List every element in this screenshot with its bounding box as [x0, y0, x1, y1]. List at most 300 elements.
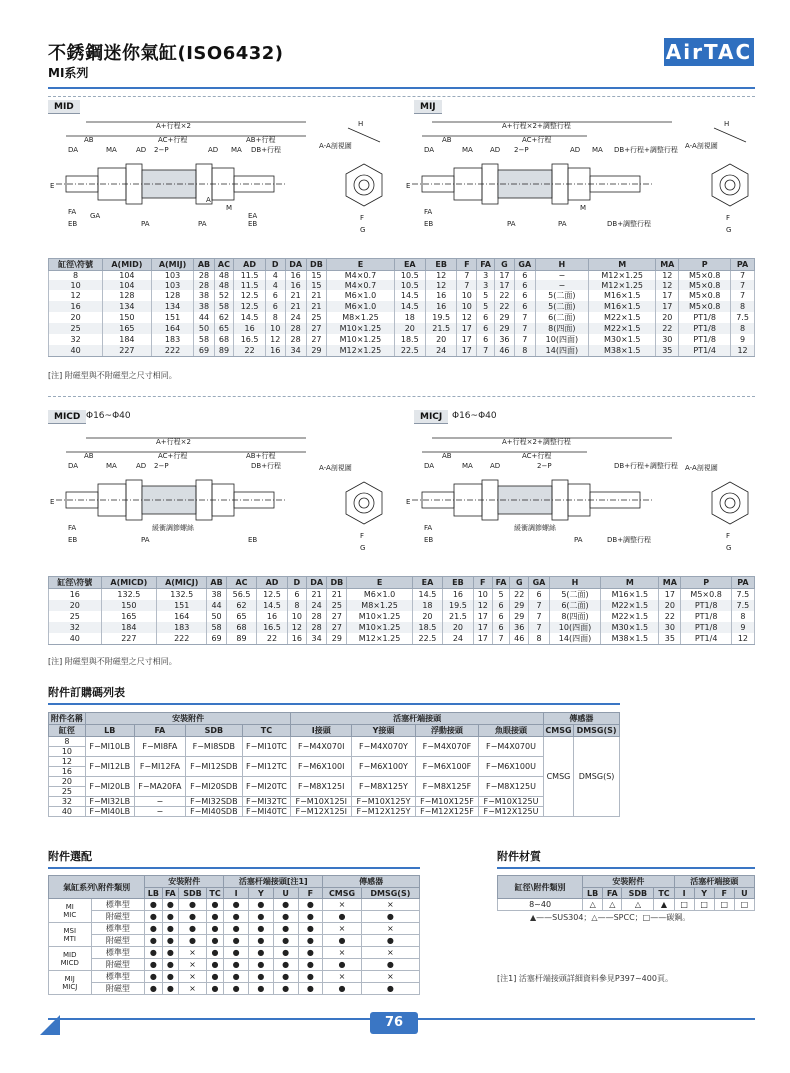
- table-cell: 22: [494, 290, 514, 301]
- code-cell: F−M6X100I: [291, 757, 352, 777]
- table-cell: 28: [285, 323, 306, 334]
- dim-fa: FA: [68, 524, 77, 532]
- col-header: A(MIJ): [151, 259, 194, 271]
- table-row: [49, 271, 755, 281]
- table-cell: 35: [659, 633, 681, 645]
- mark-cell: ×: [323, 971, 362, 983]
- table-cell: 34: [307, 633, 327, 645]
- col-header: LB: [85, 725, 134, 737]
- mark-cell: ●: [323, 935, 362, 947]
- table-cell: 40: [49, 345, 103, 357]
- type-cell: 附磁型: [91, 911, 145, 923]
- dim-abp: AB+行程: [246, 452, 276, 460]
- aa-view-label: A-A剖視圖: [319, 464, 352, 472]
- mark-cell: ●: [361, 983, 419, 995]
- mark-cell: ●: [249, 935, 274, 947]
- col-rod-note: [注1]: [286, 877, 308, 886]
- table-cell: 8: [265, 312, 285, 323]
- table-cell: 20: [656, 312, 679, 323]
- dim-ab-stroke: A+行程×2: [156, 438, 191, 446]
- table-cell: 8: [49, 271, 103, 281]
- mark-cell: ●: [249, 911, 274, 923]
- table-cell: M5×0.8: [679, 271, 731, 281]
- table-cell: 38: [207, 589, 226, 601]
- code-cell: F−MI8FA: [134, 737, 186, 757]
- table-cell: 20: [425, 334, 456, 345]
- code-cell: F−M8X125F: [415, 777, 478, 797]
- table-cell: M5×0.8: [679, 280, 731, 290]
- footnote: [注1] 活塞杆端接頭詳細資料參見P397~400頁。: [497, 974, 673, 983]
- mark-cell: ●: [224, 971, 249, 983]
- dim-ma2: MA: [231, 146, 242, 154]
- mark-cell: ●: [224, 923, 249, 935]
- table-cell: 14(四面): [535, 345, 588, 357]
- series-subtitle: MI系列: [48, 66, 89, 80]
- code-cell: F−M10X125Y: [352, 797, 416, 807]
- table-cell: 21.5: [425, 323, 456, 334]
- mark-cell: ●: [224, 947, 249, 959]
- table-cell: 16: [425, 301, 456, 312]
- order-code-title: 附件訂購碼列表: [48, 684, 620, 705]
- table-cell: 56.5: [226, 589, 256, 601]
- dim-dbk: DB+調整行程: [607, 220, 652, 228]
- table-cell: 19.5: [425, 312, 456, 323]
- bore-cell: 40: [49, 807, 86, 817]
- mark-cell: ×: [323, 923, 362, 935]
- col-header: FA: [162, 888, 179, 899]
- dim-m: M: [226, 204, 233, 212]
- dimension-table-mid-mij: [48, 258, 755, 357]
- mark-cell: ●: [145, 983, 162, 995]
- code-cell: F−M10X125I: [291, 797, 352, 807]
- table-cell: 8(四面): [549, 611, 601, 622]
- type-cell: 附磁型: [91, 983, 145, 995]
- code-cell: F−MI32TC: [242, 797, 291, 807]
- col-header: H: [549, 577, 601, 589]
- dim-pa: PA: [574, 536, 583, 544]
- table-cell: 222: [157, 633, 207, 645]
- table-cell: 6: [492, 611, 509, 622]
- mark-cell: ●: [249, 899, 274, 911]
- col-header: P: [681, 577, 731, 589]
- dim-dbadj: DB+行程+調整行程: [614, 146, 678, 154]
- col-header: AD: [257, 577, 287, 589]
- mark-cell: ●: [179, 935, 207, 947]
- table-cell: 6: [514, 280, 535, 290]
- mark-cell: ●: [273, 911, 298, 923]
- table-cell: 11.5: [234, 280, 265, 290]
- dim-da: DA: [68, 146, 79, 154]
- table-cell: 183: [157, 622, 207, 633]
- mark-cell: ●: [249, 959, 274, 971]
- table-cell: 32: [49, 334, 103, 345]
- material-cell: □: [734, 899, 754, 911]
- aa-view-label: A-A剖視圖: [685, 464, 718, 472]
- col-header: A(MID): [103, 259, 151, 271]
- table-cell: 50: [207, 611, 226, 622]
- table-cell: 7: [492, 633, 509, 645]
- buffer-screw-label: 緩衝調節螺絲: [152, 524, 194, 532]
- dim-port: 2−P: [154, 462, 169, 470]
- table-cell: 16: [425, 290, 456, 301]
- type-cell: 標準型: [91, 971, 145, 983]
- table-cell: 40: [49, 633, 102, 645]
- dim-ad: AD: [490, 146, 501, 154]
- micj-tag: MICJ: [414, 410, 448, 424]
- table-cell: 22: [659, 611, 681, 622]
- table-cell: 89: [214, 345, 234, 357]
- sensor-dmsg: DMSG(S): [574, 737, 620, 817]
- col-header: TC: [242, 725, 291, 737]
- table-cell: 20: [443, 622, 473, 633]
- table-cell: 151: [151, 312, 194, 323]
- col-header: D: [265, 259, 285, 271]
- table-cell: 29: [510, 611, 529, 622]
- table-cell: 28: [194, 271, 214, 281]
- code-cell: F−MI32SDB: [186, 797, 242, 807]
- mark-cell: ●: [273, 983, 298, 995]
- code-cell: F−M4X070U: [479, 737, 544, 757]
- table-cell: 18: [394, 312, 425, 323]
- dim-g: G: [360, 544, 366, 552]
- table-cell: 24: [443, 633, 473, 645]
- table-cell: M8×1.25: [327, 312, 394, 323]
- dim-ma: MA: [462, 462, 473, 470]
- mark-cell: ●: [273, 971, 298, 983]
- col-rod: 活塞杆端接頭: [674, 876, 754, 888]
- mark-cell: ×: [361, 947, 419, 959]
- table-cell: 17: [457, 345, 477, 357]
- table-cell: 4: [265, 271, 285, 281]
- table-cell: 3: [477, 271, 495, 281]
- table-row: [49, 959, 420, 971]
- code-cell: F−MI12LB: [85, 757, 134, 777]
- mark-cell: ●: [206, 923, 223, 935]
- table-cell: 12.5: [257, 589, 287, 601]
- micj-drawing: [402, 430, 762, 570]
- buffer-screw-label: 緩衝調節螺絲: [514, 524, 556, 532]
- table-cell: 17: [457, 334, 477, 345]
- col-header: AC: [214, 259, 234, 271]
- table-cell: 8(四面): [535, 323, 588, 334]
- col-header: SDB: [622, 888, 654, 899]
- dim-g: G: [726, 544, 732, 552]
- mark-cell: ●: [273, 947, 298, 959]
- mark-cell: ×: [323, 899, 362, 911]
- col-header: PA: [731, 577, 754, 589]
- mark-cell: ●: [162, 959, 179, 971]
- mark-cell: ●: [224, 911, 249, 923]
- mark-cell: ●: [298, 899, 323, 911]
- table-row: [49, 971, 420, 983]
- code-cell: F−MI20LB: [85, 777, 134, 797]
- table-cell: 36: [510, 622, 529, 633]
- dimension-table-micd-micj: [48, 576, 755, 645]
- page-title: 不銹鋼迷你氣缸(ISO6432): [48, 43, 284, 64]
- dim-ma: MA: [106, 462, 117, 470]
- mark-cell: ●: [224, 959, 249, 971]
- table-cell: 17: [659, 589, 681, 601]
- dim-ea: EA: [248, 212, 258, 220]
- type-cell: 附磁型: [91, 935, 145, 947]
- code-cell: F−MI8SDB: [186, 737, 242, 757]
- table-cell: 12: [49, 290, 103, 301]
- table-cell: M16×1.5: [589, 301, 656, 312]
- table-cell: 38: [194, 290, 214, 301]
- mark-cell: ●: [162, 923, 179, 935]
- col-header: EB: [425, 259, 456, 271]
- table-cell: 183: [151, 334, 194, 345]
- col-header: 缸徑\符號: [49, 259, 103, 271]
- series-name: MIC: [63, 910, 77, 919]
- code-cell: F−M8X125U: [479, 777, 544, 797]
- col-header: CMSG: [323, 888, 362, 899]
- table-cell: 10(四面): [549, 622, 601, 633]
- table-cell: 6(二面): [549, 600, 601, 611]
- table-cell: 29: [494, 323, 514, 334]
- mark-cell: ●: [162, 899, 179, 911]
- table-cell: 16.5: [257, 622, 287, 633]
- table-cell: 10: [287, 611, 306, 622]
- table-cell: 22.5: [412, 633, 442, 645]
- table-cell: M10×1.25: [347, 622, 412, 633]
- table-cell: 150: [103, 312, 151, 323]
- bore-cell: 20: [49, 777, 86, 787]
- dim-port: 2−P: [514, 146, 529, 154]
- dim-ga: GA: [90, 212, 101, 220]
- col-header: I: [224, 888, 249, 899]
- table-cell: 28: [194, 280, 214, 290]
- table-row: [49, 323, 755, 334]
- col-header: A(MICD): [101, 577, 157, 589]
- table-cell: 69: [194, 345, 214, 357]
- table-cell: M22×1.5: [601, 600, 659, 611]
- col-name: 附件名稱: [49, 713, 86, 725]
- selection-table: [48, 875, 420, 995]
- dim-ab: AB: [442, 452, 452, 460]
- series-name: MTI: [63, 934, 76, 943]
- mark-cell: ●: [249, 971, 274, 983]
- table-cell: 164: [157, 611, 207, 622]
- table-cell: 34: [285, 345, 306, 357]
- col-header: GA: [529, 577, 549, 589]
- table-cell: M6×1.0: [327, 290, 394, 301]
- col-header: F: [457, 259, 477, 271]
- table-cell: 22: [510, 589, 529, 601]
- dim-f: F: [360, 214, 365, 222]
- table-cell: 7.5: [731, 600, 754, 611]
- table-cell: PT1/8: [679, 312, 731, 323]
- table-cell: 165: [103, 323, 151, 334]
- code-cell: F−MI10TC: [242, 737, 291, 757]
- table-row: [49, 345, 755, 357]
- table-cell: M16×1.5: [589, 290, 656, 301]
- table-cell: 30: [659, 622, 681, 633]
- code-cell: F−MI40TC: [242, 807, 291, 817]
- table-cell: M38×1.5: [601, 633, 659, 645]
- table-cell: M30×1.5: [601, 622, 659, 633]
- col-header: DB: [327, 577, 347, 589]
- mark-cell: ×: [361, 971, 419, 983]
- col-header: P: [679, 259, 731, 271]
- mark-cell: ●: [162, 947, 179, 959]
- mark-cell: ●: [298, 983, 323, 995]
- table-row: [49, 911, 420, 923]
- table-cell: 19.5: [443, 600, 473, 611]
- table-row: [49, 633, 755, 645]
- mark-cell: ●: [249, 947, 274, 959]
- table-cell: 6: [265, 301, 285, 312]
- table-cell: 65: [226, 611, 256, 622]
- mark-cell: ●: [361, 911, 419, 923]
- code-cell: F−M12X125I: [291, 807, 352, 817]
- dim-ma: MA: [462, 146, 473, 154]
- dim-ab: AB: [442, 136, 452, 144]
- divider: [48, 396, 755, 397]
- table-cell: PT1/8: [681, 600, 731, 611]
- table-row: [49, 797, 620, 807]
- material-title: 附件材質: [497, 848, 755, 869]
- table-cell: 103: [151, 280, 194, 290]
- table-cell: 16: [257, 611, 287, 622]
- series-name: MIJ: [64, 974, 75, 983]
- col-header: SDB: [186, 725, 242, 737]
- table-cell: 11.5: [234, 271, 265, 281]
- code-cell: F−MI12SDB: [186, 757, 242, 777]
- dim-eb: EB: [424, 536, 434, 544]
- table-cell: 6: [514, 301, 535, 312]
- code-cell: −: [134, 807, 186, 817]
- col-header: F: [473, 577, 492, 589]
- table-cell: 14.5: [257, 600, 287, 611]
- mark-cell: ×: [361, 923, 419, 935]
- col-header: FA: [477, 259, 495, 271]
- dim-port: 2−P: [154, 146, 169, 154]
- col-header: DMSG(S): [361, 888, 419, 899]
- col-bore: 缸徑\附件類別: [498, 876, 583, 899]
- dim-dbp: DB+行程: [251, 462, 282, 470]
- series-name: MI: [65, 902, 74, 911]
- col-header: EB: [443, 577, 473, 589]
- table-cell: 5: [492, 589, 509, 601]
- table-cell: 15: [306, 271, 327, 281]
- sensor-cmsg: CMSG: [543, 737, 573, 817]
- table-cell: 20: [49, 312, 103, 323]
- table-cell: 24: [425, 345, 456, 357]
- dim-ab-adj: A+行程×2+調整行程: [502, 122, 571, 130]
- col-header: I: [674, 888, 694, 899]
- table-cell: 16: [285, 271, 306, 281]
- dim-fa: FA: [424, 524, 433, 532]
- mark-cell: ×: [179, 947, 207, 959]
- table-cell: 12: [656, 280, 679, 290]
- table-cell: 68: [214, 334, 234, 345]
- table-cell: 36: [494, 334, 514, 345]
- page-number: 76: [370, 1012, 418, 1034]
- table-cell: 14(四面): [549, 633, 601, 645]
- dim-da: DA: [68, 462, 79, 470]
- table-cell: M6×1.0: [347, 589, 412, 601]
- aa-view-label: A-A剖視圖: [319, 142, 352, 150]
- bore-cell: 12: [49, 757, 86, 767]
- mark-cell: ●: [361, 935, 419, 947]
- table-cell: 62: [226, 600, 256, 611]
- table-cell: 20: [394, 323, 425, 334]
- dim-ab-stroke: A+行程×2: [156, 122, 191, 130]
- material-cell: △: [583, 899, 603, 911]
- table-cell: M8×1.25: [347, 600, 412, 611]
- mark-cell: ●: [249, 983, 274, 995]
- table-row: [49, 777, 620, 787]
- table-cell: 22: [257, 633, 287, 645]
- table-cell: 46: [494, 345, 514, 357]
- table-cell: 134: [103, 301, 151, 312]
- dim-g: G: [726, 226, 732, 234]
- table-cell: 10(四面): [535, 334, 588, 345]
- bore-cell: 8: [49, 737, 86, 747]
- series-name: MID: [63, 950, 77, 959]
- mark-cell: ●: [179, 899, 207, 911]
- material-cell: △: [603, 899, 622, 911]
- col-header: DA: [285, 259, 306, 271]
- note-1: [注] 附磁型與不附磁型之尺寸相同。: [48, 371, 177, 380]
- table-cell: 28: [285, 334, 306, 345]
- material-legend: ▲——SUS304；△——SPCC；□——碳鋼。: [530, 913, 691, 922]
- code-cell: F−M4X070Y: [352, 737, 416, 757]
- col-bore: 缸徑: [49, 725, 86, 737]
- table-cell: 17: [457, 323, 477, 334]
- dim-ac: AC+行程: [522, 136, 552, 144]
- table-row: [49, 334, 755, 345]
- col-header: Y: [694, 888, 714, 899]
- code-cell: F−MA20FA: [134, 777, 186, 797]
- series-cell: [49, 971, 92, 995]
- table-cell: 184: [101, 622, 157, 633]
- micj-bore-range: Φ16~Φ40: [452, 411, 497, 421]
- table-cell: 25: [49, 323, 103, 334]
- col-header: U: [273, 888, 298, 899]
- table-row: [49, 983, 420, 995]
- mark-cell: ●: [206, 971, 223, 983]
- code-cell: F−M8X125Y: [352, 777, 416, 797]
- mark-cell: ●: [361, 959, 419, 971]
- table-cell: 17: [656, 290, 679, 301]
- mark-cell: ●: [145, 959, 162, 971]
- table-cell: 9: [731, 334, 755, 345]
- table-row: [49, 757, 620, 767]
- code-cell: F−M10X125U: [479, 797, 544, 807]
- mark-cell: ●: [323, 911, 362, 923]
- table-cell: 12: [425, 280, 456, 290]
- material-table: [497, 875, 755, 911]
- table-cell: 128: [151, 290, 194, 301]
- table-cell: 62: [214, 312, 234, 323]
- table-row: [49, 947, 420, 959]
- col-rod-label: 活塞杆端接頭: [238, 877, 287, 886]
- dim-fa: FA: [68, 208, 77, 216]
- col-header: 浮動接頭: [415, 725, 478, 737]
- table-cell: 103: [151, 271, 194, 281]
- table-cell: 10: [265, 323, 285, 334]
- dim-e: E: [406, 182, 411, 190]
- table-cell: 6: [477, 334, 495, 345]
- table-cell: M22×1.5: [589, 323, 656, 334]
- table-cell: 12: [425, 271, 456, 281]
- code-cell: F−M10X125F: [415, 797, 478, 807]
- dim-dbadj: DB+行程+調整行程: [614, 462, 678, 470]
- col-header: Y: [249, 888, 274, 899]
- table-cell: 7.5: [731, 589, 754, 601]
